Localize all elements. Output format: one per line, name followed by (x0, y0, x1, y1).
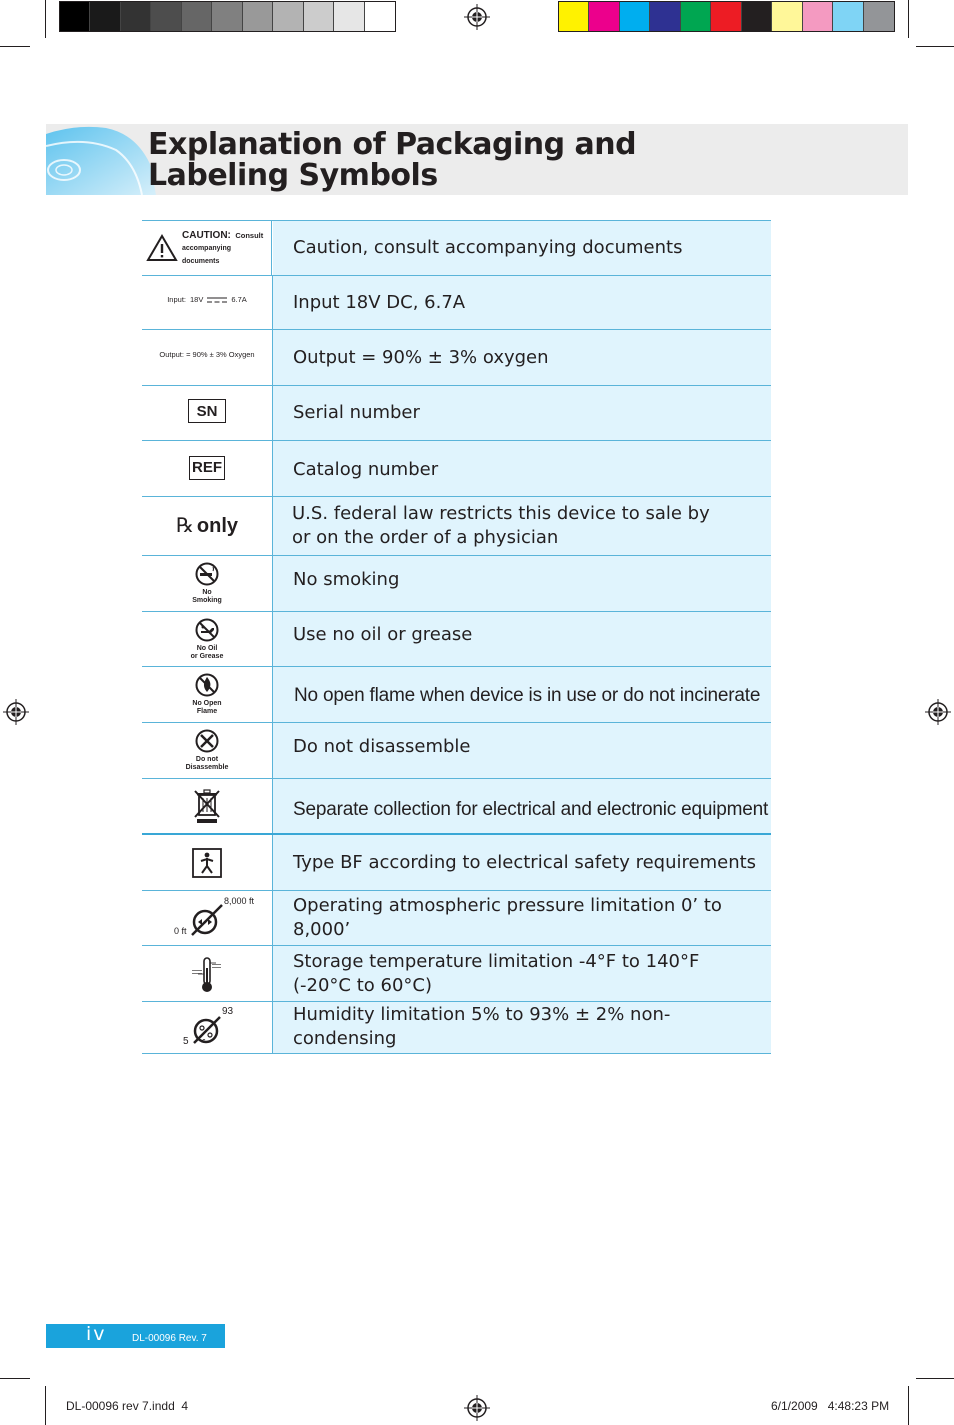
symbol-description (273, 497, 771, 555)
symbol-cell (142, 1002, 273, 1053)
symbol-description: Output = 90% ± 3% oxygen (273, 330, 771, 385)
symbol-description-line: (-20°C to 60°C) (293, 975, 432, 996)
color-swatch (681, 2, 711, 31)
process-color-bar (558, 1, 895, 32)
color-swatch (650, 2, 680, 31)
pictogram-caption: Flame (196, 708, 218, 715)
crop-mark (916, 1378, 954, 1379)
slug-time: 4:48:23 PM (827, 1399, 890, 1413)
humidity-limit-icon (190, 1013, 224, 1047)
catalog-ref-icon (189, 456, 225, 480)
color-swatch (334, 2, 364, 31)
caution-triangle-icon (146, 234, 178, 262)
crop-mark (0, 1378, 30, 1379)
pictogram-caption: No Open (192, 700, 222, 707)
catalog-ref-label: REF (192, 459, 222, 476)
table-row (142, 779, 771, 835)
table-row (142, 330, 771, 386)
symbol-cell (142, 497, 273, 555)
symbol-description-text: Catalog number (293, 458, 439, 480)
humidity-upper-limit: 93 (222, 1006, 234, 1017)
page-number: iv (86, 1323, 107, 1345)
thermometer-icon (189, 954, 225, 994)
pictogram-caption: Do not (195, 756, 219, 763)
symbol-description: Separate collection for electrical and electronic equipment (273, 779, 771, 833)
color-swatch (121, 2, 151, 31)
color-swatch (803, 2, 833, 31)
symbol-cell (142, 330, 273, 385)
slug-timestamp (771, 1399, 889, 1413)
symbol-description (273, 441, 771, 496)
page-title (148, 129, 748, 191)
symbol-cell (142, 835, 273, 890)
crop-mark (916, 46, 954, 47)
color-swatch (772, 2, 802, 31)
header-device-graphic (46, 124, 156, 195)
dc-input-label (167, 295, 247, 304)
table-row (142, 667, 771, 723)
symbol-description: Humidity limitation 5% to 93% ± 2% non-condensing (273, 1002, 771, 1053)
crop-mark (908, 0, 909, 38)
symbol-cell (142, 891, 273, 945)
symbol-description: No smoking (273, 556, 771, 611)
symbol-cell (142, 723, 273, 778)
symbol-cell (142, 441, 273, 496)
symbol-description: Input 18V DC, 6.7A (273, 276, 771, 329)
caution-label-rest: Consult (235, 231, 264, 240)
rx-symbol: ℞ (175, 512, 194, 537)
symbol-description (273, 946, 771, 1001)
pictogram-caption: Smoking (192, 597, 222, 604)
pressure-limit-icon (188, 902, 228, 938)
symbol-description: Type BF according to electrical safety requirements (273, 835, 771, 890)
no-oil-icon (195, 618, 219, 642)
color-swatch (304, 2, 334, 31)
rx-only-label: only (196, 514, 239, 537)
registration-target-icon (464, 4, 490, 30)
color-swatch (182, 2, 212, 31)
humidity-lower-limit: 5 (183, 1036, 189, 1047)
weee-bin-icon (192, 788, 222, 824)
color-swatch (833, 2, 863, 31)
no-disassemble-icon (195, 729, 219, 753)
slug-filename (66, 1399, 188, 1413)
table-row (142, 220, 771, 276)
symbol-cell (142, 276, 273, 329)
symbol-cell (142, 779, 273, 833)
no-flame-icon (195, 673, 219, 697)
color-swatch (273, 2, 303, 31)
table-row (142, 946, 771, 1002)
caution-label-sub: accompanying (182, 245, 232, 252)
symbol-cell (142, 612, 273, 666)
color-swatch (365, 2, 395, 31)
symbol-description: Operating atmospheric pressure limitation 0’ to 8,000’ (273, 891, 771, 945)
pressure-lower-limit: 0 ft (174, 926, 187, 936)
dc-symbol-icon (207, 296, 227, 304)
color-swatch (151, 2, 181, 31)
symbol-description-line: Storage temperature limitation -4°F to 140°F (293, 951, 700, 972)
table-row (142, 1002, 771, 1054)
pictogram-caption: Disassemble (185, 764, 229, 771)
dc-input-voltage: 18V (189, 295, 204, 304)
color-swatch (620, 2, 650, 31)
table-row (142, 386, 771, 441)
table-row (142, 556, 771, 612)
symbol-cell (142, 221, 272, 275)
pictogram-caption: No (202, 589, 212, 596)
document-revision: DL-00096 Rev. 7 (132, 1333, 207, 1344)
symbol-description: Do not disassemble (273, 723, 771, 778)
symbol-cell (142, 667, 273, 722)
symbol-cell (142, 386, 273, 440)
caution-label-sub: documents (182, 258, 220, 265)
rx-only-icon (176, 513, 238, 538)
table-row (142, 276, 771, 330)
table-row (142, 723, 771, 779)
crop-mark (908, 1386, 909, 1425)
color-swatch (60, 2, 90, 31)
table-row (142, 497, 771, 556)
slug-file: DL-00096 rev 7.indd (66, 1399, 175, 1413)
symbol-description: Serial number (273, 386, 771, 440)
slug-page: 4 (181, 1399, 189, 1413)
dc-input-current: 6.7A (231, 295, 247, 304)
output-prefix: Output: (159, 350, 184, 359)
registration-target-icon (464, 1395, 490, 1421)
symbol-description-line: U.S. federal law restricts this device to sale by (292, 503, 710, 524)
color-swatch (589, 2, 619, 31)
table-row (142, 891, 771, 946)
table-row (142, 835, 771, 891)
page-title-line-2: Labeling Symbols (148, 158, 438, 193)
table-row (142, 612, 771, 667)
color-swatch (742, 2, 772, 31)
symbol-cell (142, 946, 273, 1001)
pictogram-caption: or Grease (190, 652, 224, 660)
page-title-line-1: Explanation of Packaging and (148, 127, 637, 162)
pictogram-caption: No Oil (196, 644, 218, 652)
serial-number-label: SN (196, 402, 218, 420)
color-swatch (90, 2, 120, 31)
output-value: = 90% ± 3% Oxygen (186, 350, 255, 359)
pressure-upper-limit: 8,000 ft (224, 896, 255, 906)
serial-number-icon (188, 399, 226, 423)
color-swatch (711, 2, 741, 31)
type-bf-icon (192, 848, 222, 878)
grayscale-color-bar (59, 1, 396, 32)
symbol-description: Use no oil or grease (273, 612, 771, 666)
table-row (142, 441, 771, 497)
registration-target-icon (3, 699, 29, 725)
crop-mark (45, 0, 46, 38)
color-swatch (243, 2, 273, 31)
crop-mark (45, 1386, 46, 1425)
symbol-description: Caution, consult accompanying documents (273, 221, 771, 275)
slug-date: 6/1/2009 (771, 1399, 818, 1413)
symbol-description-line: or on the order of a physician (292, 527, 559, 548)
crop-mark (0, 46, 30, 47)
color-swatch (864, 2, 894, 31)
symbol-description: No open flame when device is in use or do not incinerate (273, 667, 771, 722)
registration-target-icon (925, 699, 951, 725)
no-smoking-icon (195, 562, 219, 586)
caution-label: CAUTION: (182, 230, 231, 241)
symbol-cell (142, 556, 273, 611)
output-label (159, 350, 254, 359)
dc-input-prefix: Input: (167, 295, 186, 304)
color-swatch (559, 2, 589, 31)
color-swatch (212, 2, 242, 31)
